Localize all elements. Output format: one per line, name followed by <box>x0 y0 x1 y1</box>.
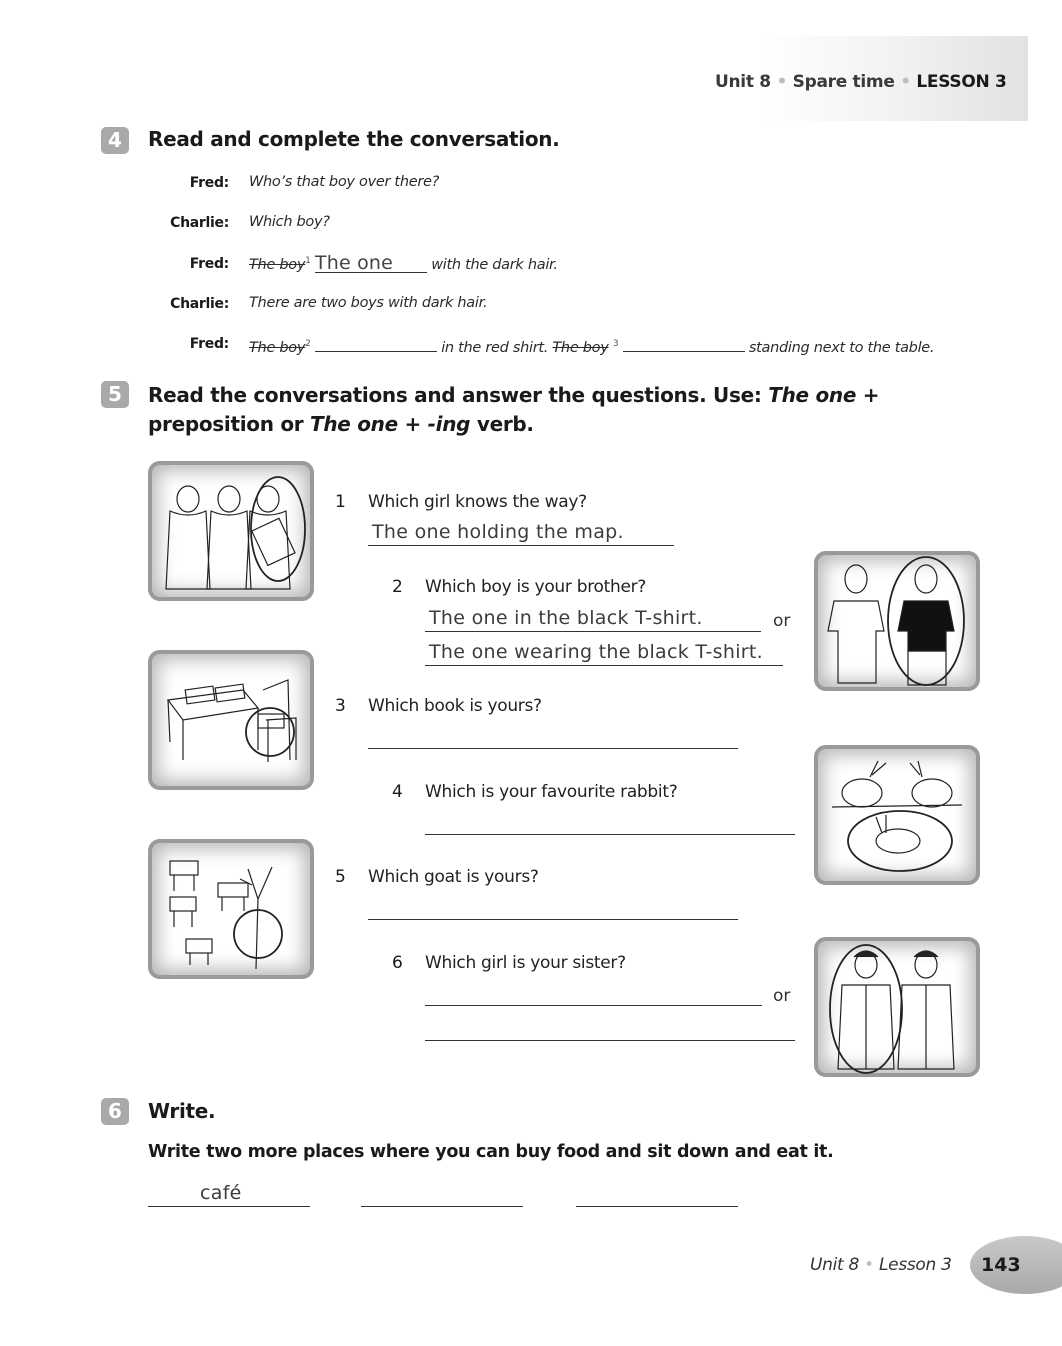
books-illustration-icon <box>148 650 314 790</box>
conversation-text: standing next to the table. <box>748 340 935 356</box>
gap-number: 3 <box>612 339 619 350</box>
title-emphasis: The one <box>310 412 398 436</box>
title-text: preposition or <box>148 412 310 436</box>
answer-1-field[interactable] <box>368 519 674 546</box>
question-number: 4 <box>392 782 403 802</box>
exercise-4-title: Read and complete the conversation. <box>148 127 560 151</box>
answer-2-alt-field[interactable] <box>425 639 783 666</box>
question-number: 1 <box>335 492 346 512</box>
or-label: or <box>773 986 791 1006</box>
header-topic: Spare time <box>792 72 895 92</box>
speaker-label: Fred: <box>189 336 229 352</box>
exercise-6-badge: 6 <box>101 1098 129 1125</box>
footer-unit: Unit 8 <box>810 1255 860 1275</box>
place-answer-1-text: café <box>200 1182 242 1204</box>
header-separator: • <box>776 72 788 92</box>
gap-number: 2 <box>305 339 311 350</box>
title-emphasis: The one <box>768 383 857 407</box>
speaker-label: Charlie: <box>170 215 229 231</box>
title-text: + <box>397 412 428 436</box>
header-lesson: LESSON 3 <box>916 72 1007 92</box>
picture-books-table-chair <box>148 650 314 790</box>
rabbits-illustration-icon <box>814 745 980 885</box>
gap-3-answer-field[interactable] <box>623 335 745 352</box>
answer-3-field[interactable] <box>368 722 738 749</box>
girls-illustration-icon <box>148 461 314 601</box>
question-text: Which boy is your brother? <box>425 577 647 597</box>
question-number: 3 <box>335 696 346 716</box>
picture-goats <box>148 839 314 979</box>
place-answer-3-field[interactable] <box>576 1180 738 1207</box>
footer-lesson: Lesson 3 <box>878 1255 952 1275</box>
title-text: verb. <box>470 412 534 436</box>
answer-6-field[interactable] <box>425 979 762 1006</box>
gap-1-answer: The one <box>314 252 394 274</box>
gap-1-answer-field[interactable] <box>315 252 427 273</box>
question-text: Which girl is your sister? <box>425 953 626 973</box>
struck-text: The boy <box>552 340 609 356</box>
exercise-6-instruction: Write two more places where you can buy food and sit down and eat it. <box>148 1142 834 1162</box>
answer-5-field[interactable] <box>368 893 738 920</box>
place-answer-1-field[interactable] <box>148 1180 310 1207</box>
answer-2-alt-text: The one wearing the black T-shirt. <box>429 641 764 663</box>
gap-number: 1 <box>305 256 311 267</box>
answer-4-field[interactable] <box>425 808 795 835</box>
answer-2-text: The one in the black T-shirt. <box>429 607 703 629</box>
conversation-line: There are two boys with dark hair. <box>249 295 488 311</box>
exercise-5-title <box>148 381 879 439</box>
picture-two-girls <box>814 937 980 1077</box>
picture-two-boys <box>814 551 980 691</box>
speaker-label: Fred: <box>189 256 229 272</box>
footer-label <box>810 1255 952 1275</box>
question-text: Which is your favourite rabbit? <box>425 782 678 802</box>
picture-rabbits <box>814 745 980 885</box>
struck-text: The boy <box>249 340 306 356</box>
goats-illustration-icon <box>148 839 314 979</box>
exercise-5-badge: 5 <box>101 381 129 408</box>
or-label: or <box>773 611 791 631</box>
answer-6-alt-field[interactable] <box>425 1014 795 1041</box>
exercise-4-badge: 4 <box>101 127 129 154</box>
question-number: 5 <box>335 867 346 887</box>
page-header <box>715 72 1007 92</box>
conversation-line <box>249 252 558 273</box>
speaker-label: Fred: <box>189 175 229 191</box>
sisters-illustration-icon <box>814 937 980 1077</box>
gap-2-answer-field[interactable] <box>315 335 437 352</box>
answer-1-text: The one holding the map. <box>372 521 624 543</box>
header-unit: Unit 8 <box>715 72 771 92</box>
struck-text: The boy <box>249 257 306 273</box>
title-text: Read the conversations and answer the questions. Use: <box>148 383 769 407</box>
title-emphasis: -ing <box>427 412 471 436</box>
answer-2-field[interactable] <box>425 605 761 632</box>
conversation-text: in the red shirt. <box>441 340 549 356</box>
title-text: + <box>856 383 880 407</box>
header-separator: • <box>900 72 911 92</box>
question-text: Which book is yours? <box>368 696 542 716</box>
conversation-text: with the dark hair. <box>431 257 558 273</box>
question-text: Which goat is yours? <box>368 867 539 887</box>
boys-illustration-icon <box>814 551 980 691</box>
conversation-line <box>249 335 934 356</box>
conversation-line: Which boy? <box>249 214 330 230</box>
footer-separator: • <box>864 1255 874 1275</box>
picture-three-girls-map <box>148 461 314 601</box>
place-answer-2-field[interactable] <box>361 1180 523 1207</box>
exercise-6-title: Write. <box>148 1099 216 1123</box>
conversation-line: Who’s that boy over there? <box>249 174 440 190</box>
speaker-label: Charlie: <box>170 296 229 312</box>
question-number: 2 <box>392 577 403 597</box>
question-text: Which girl knows the way? <box>368 492 587 512</box>
question-number: 6 <box>392 953 403 973</box>
page-number: 143 <box>981 1254 1021 1276</box>
